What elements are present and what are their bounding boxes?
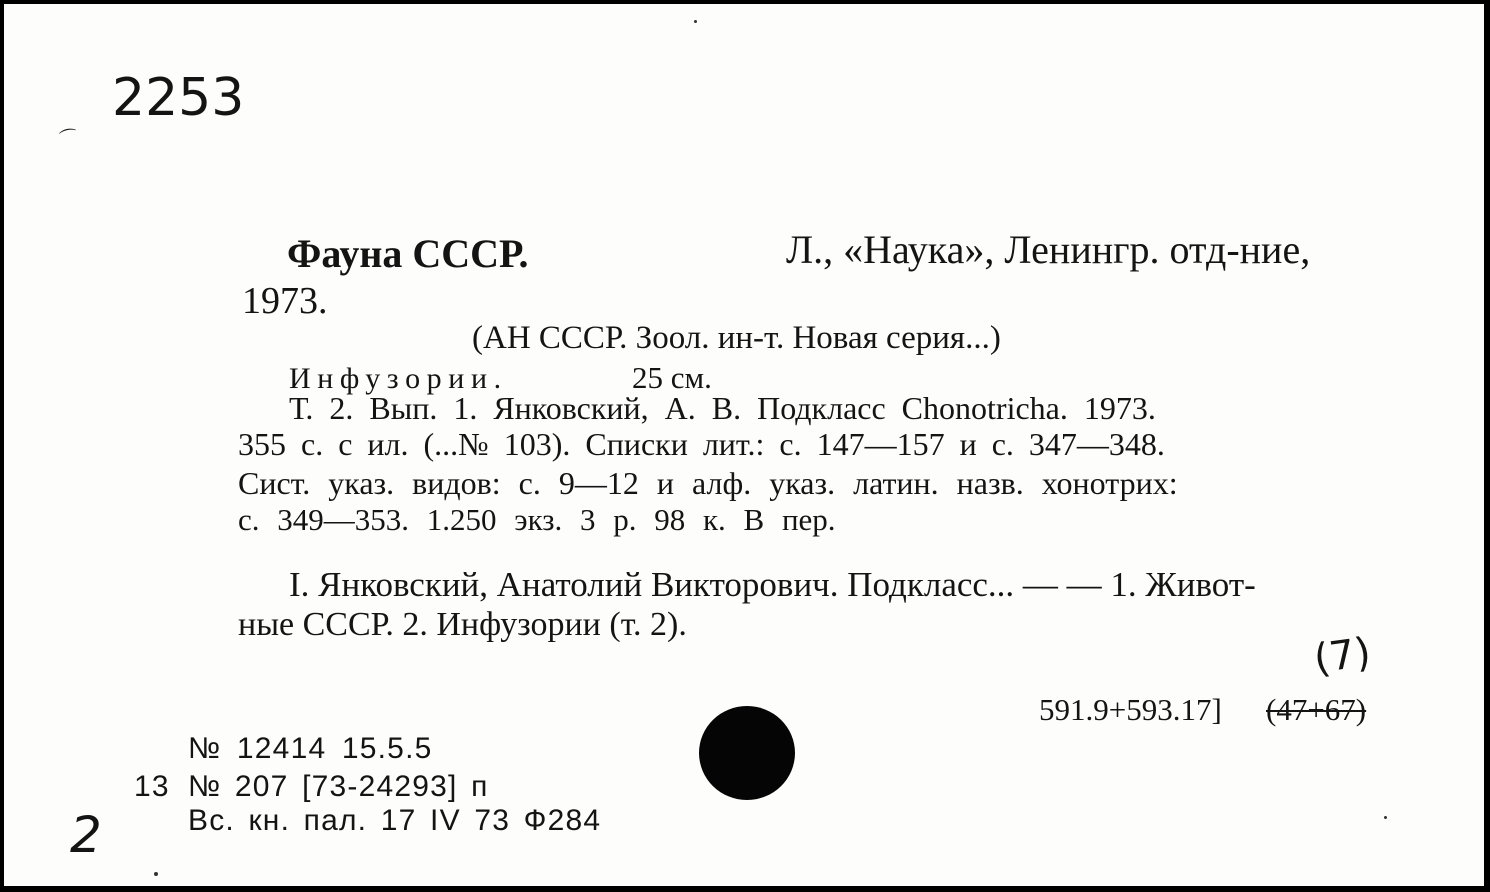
footer-line-2: № 207 [73-24293] п [188,770,489,803]
udc-classification: 591.9+593.17] [1039,692,1222,727]
punch-hole [699,706,795,800]
publisher: Л., «Наука», Ленингр. отд-ние, [786,227,1311,272]
tracing-line-2: ные СССР. 2. Инфузории (т. 2). [238,606,687,643]
footer-line-2-prefix: 13 [134,770,170,803]
handwritten-correction: (7) [1311,629,1374,683]
tracing-line-1: I. Янковский, Анатолий Викторович. Подкласс... — — 1. Живот- [289,565,1256,604]
card-title: Фауна СССР. [287,231,529,276]
publication-year: 1973. [242,280,328,322]
handwritten-mark: 2 [70,806,102,864]
description-line-2: 355 с. с ил. (...№ 103). Списки лит.: с. 147—157 и с. 347—348. [238,426,1165,462]
catalog-card [4,4,1484,886]
speck [694,20,697,23]
speck [154,872,158,876]
description-line-1: Т. 2. Вып. 1. Янковский, А. В. Подкласс Chonotricha. 1973. [289,390,1156,426]
subject-heading: Инфузории. [289,362,508,395]
description-line-4: с. 349—353. 1.250 экз. 3 р. 98 к. В пер. [238,502,836,537]
book-size: 25 см. [632,360,712,395]
footer-line-3: Вс. кн. пал. 17 IV 73 Ф284 [188,804,602,837]
footer-line-1: № 12414 15.5.5 [188,732,433,765]
description-line-3: Сист. указ. видов: с. 9—12 и алф. указ. латин. назв. хонотрих: [238,465,1178,501]
speck [1384,816,1387,819]
series-note: (АН СССР. Зоол. ин-т. Новая серия...) [472,320,1001,356]
corner-scribble: ⌒ [57,126,80,151]
crossed-out-class: (47+67) [1266,692,1367,727]
card-number: 2253 [112,68,245,128]
